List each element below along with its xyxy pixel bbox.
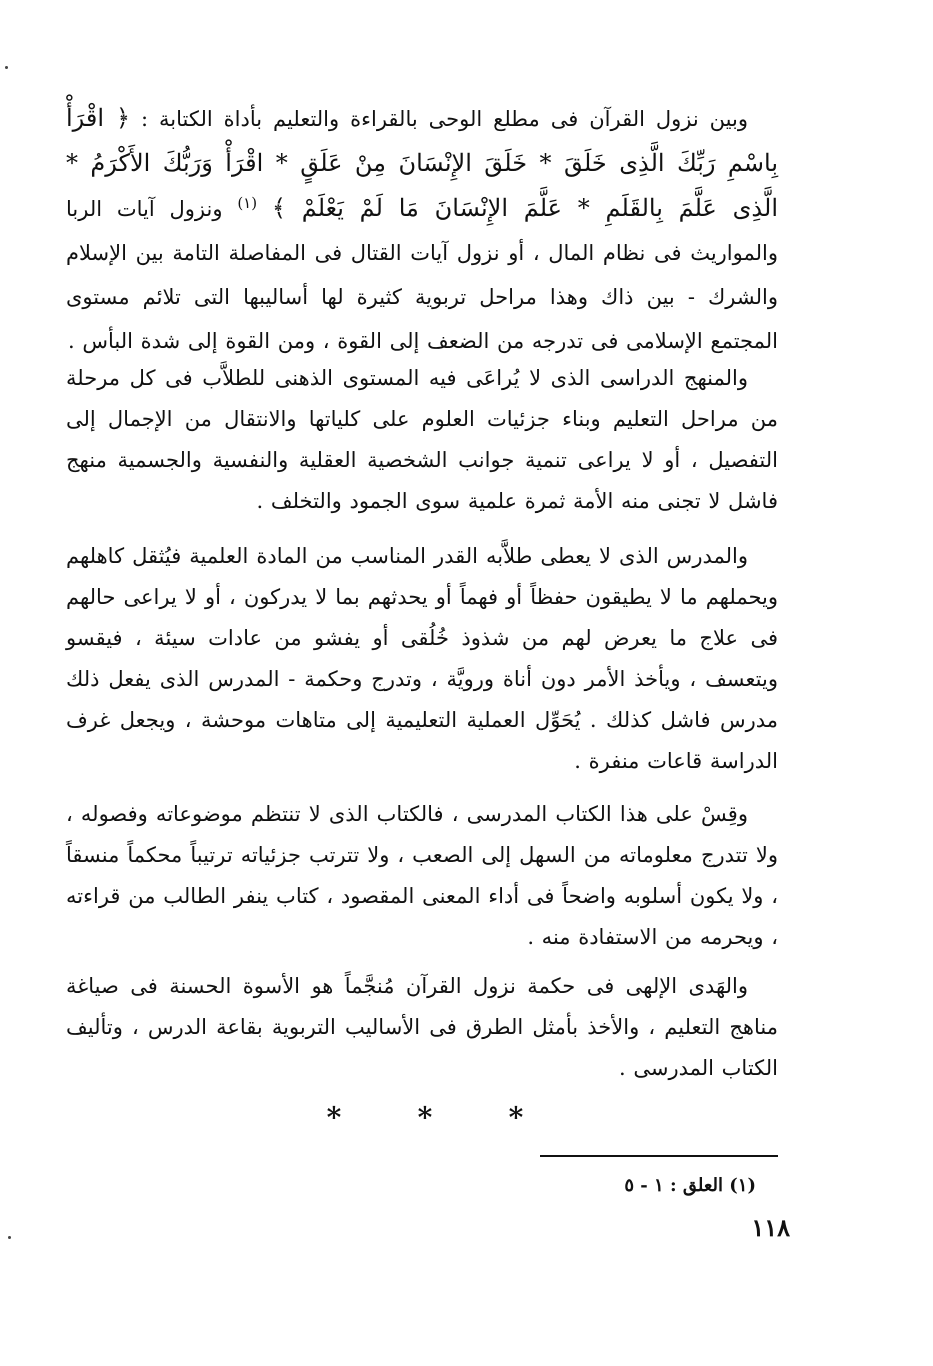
paragraph-text: وقِسْ على هذا الكتاب المدرسى ، فالكتاب الذى لا تنتظم موضوعاته وفصوله ، ولا تتدرج معلوماته من السهل إلى الصعب ، ولا تترتب جزئياته ترتيباً محكماً منسقاً ، ولا يكون أسلوبه واضحاً فى أداء المعنى المقصود ، كتاب ينفر الطالب من قراءته ، ويحرمه من الاستفادة منه . [66, 802, 778, 949]
paragraph-curriculum [66, 358, 778, 522]
quran-verse: ﴿ اقْرَأْ بِاسْمِ رَبِّكَ الَّذِى خَلَقَ * خَلَقَ الإِنْسَانَ مِنْ عَلَقٍ * اقْرَأْ وَرَبُّكَ الأَكْرَمُ * الَّذِى عَلَّمَ بِالقَلَمِ * عَلَّمَ الإِنْسَانَ مَا لَمْ يَعْلَمْ ﴾ [66, 104, 779, 222]
scan-speck [8, 1236, 11, 1239]
paragraph-intro: وبين نزول القرآن فى مطلع الوحى بالقراءة والتعليم بأداة الكتابة : [141, 107, 748, 131]
paragraph-textbook [66, 794, 778, 958]
paragraph-continuation: ونزول آيات الربا والمواريث فى نظام المال ، أو نزول آيات القتال فى المفاصلة التامة بين الإسلام والشرك - بين ذاك وهذا مراحل تربوية كثيرة لها أساليبها التى تلائم مستوى المجتمع الإسلامى فى تدرجه من الضعف إلى القوة ، ومن القوة إلى شدة البأس . [66, 197, 778, 353]
scan-speck [5, 66, 8, 69]
separator-asterisk: * [326, 1101, 342, 1134]
separator-asterisk: * [417, 1101, 433, 1134]
footnote-reference: (١) [237, 194, 258, 212]
paragraph-divine-guidance [66, 966, 778, 1089]
paragraph-text: والمنهج الدراسى الذى لا يُراعَى فيه المستوى الذهنى للطلاَّب فى كل مرحلة من مراحل التعليم وبناء جزئيات العلوم على كلياتها والانتقال من الإجمال إلى التفصيل ، أو لا يراعى تنمية جوانب الشخصية العقلية والنفسية والجسمية منهج فاشل لا تجنى منه الأمة ثمرة علمية سوى الجمود والتخلف . [66, 366, 778, 513]
section-separator [320, 1101, 530, 1134]
separator-asterisk: * [508, 1101, 524, 1134]
paragraph-teacher [66, 536, 778, 782]
footnote-divider [540, 1155, 778, 1157]
paragraph-text [66, 96, 778, 363]
paragraph-text: والهَدى الإلهى فى حكمة نزول القرآن مُنجَّماً هو الأسوة الحسنة فى صياغة مناهج التعليم ، والأخذ بأمثل الطرق فى الأساليب التربوية بقاعة الدرس ، وتأليف الكتاب المدرسى . [66, 974, 778, 1080]
footnote: (١) العلق : ١ - ٥ [624, 1175, 756, 1196]
paragraph-text: والمدرس الذى لا يعطى طلاَّبه القدر المناسب من المادة العلمية فيُثقل كاهلهم ويحملهم ما لا يطيقون حفظاً أو فهماً أو يحدثهم بما لا يدركون ، أو لا يراعى حالهم فى علاج ما يعرض لهم من شذوذ خُلُقى أو يفشو من عادات سيئة ، فيقسو ويتعسف ، ويأخذ الأمر دون أناة ورويَّة ، وتدرج وحكمة - المدرس الذى يفعل ذلك مدرس فاشل كذلك . يُحَوِّل العملية التعليمية إلى متاهات موحشة ، ويجعل غرف الدراسة قاعات منفرة . [66, 544, 778, 773]
paragraph-quran-revelation [66, 96, 778, 363]
page-number: ١١٨ [751, 1213, 790, 1242]
